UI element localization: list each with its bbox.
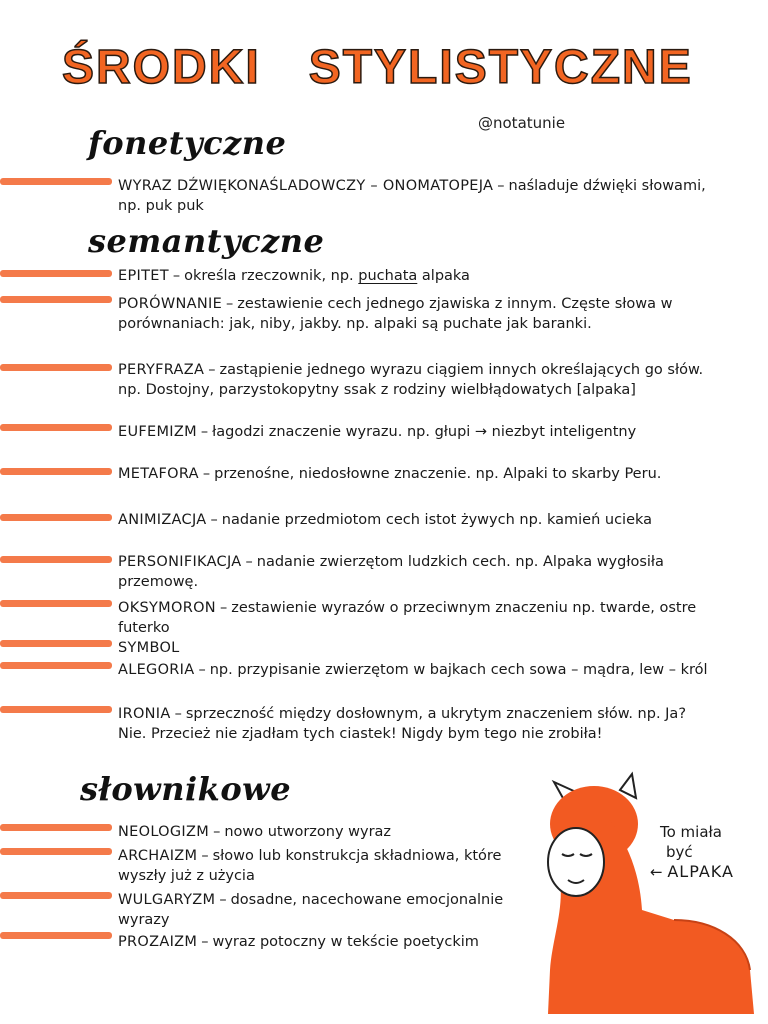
entry-text: określa rzeczownik, np. [184,268,354,284]
section-heading-fonetyczne: fonetyczne [88,124,287,162]
entry-term: IRONIA [118,706,171,722]
entry-term: EUFEMIZM [118,424,197,440]
entry-term: PORÓWNANIE [118,296,223,312]
entry-text: przenośne, niedosłowne znaczenie. np. Alpaki to skarby Peru. [214,466,662,482]
highlight-bar [0,824,112,831]
author-handle: @notatunie [478,114,566,132]
entry-text: nadanie zwierzętom ludzkich cech. np. Alpaka wygłosiła przemowę. [118,554,664,590]
highlight-bar [0,848,112,855]
title-word-1: ŚRODKI [62,41,261,94]
alpaca-note [650,822,760,882]
highlight-bar [0,468,112,475]
entry-text: wyraz potoczny w tekście poetyckim [212,934,479,950]
entry-term: WYRAZ DŹWIĘKONAŚLADOWCZY – ONOMATOPEJA [118,178,494,194]
entry-ironia: IRONIA – sprzeczność między dosłownym, a ukrytym znaczeniem słów. np. Ja? Nie. Przecież nie zjadłam tych ciastek! Nigdy bym tego nie zrobiła! [118,706,687,742]
entry-onomatopeja: WYRAZ DŹWIĘKONAŚLADOWCZY – ONOMATOPEJA – naśladuje dźwięki słowami, np. puk puk [118,178,706,214]
entry-text: naśladuje dźwięki słowami, np. puk puk [118,178,706,214]
entry-term: ALEGORIA [118,662,195,678]
entry-term: ARCHAIZM [118,848,198,864]
highlight-bar [0,270,112,277]
entry-term: PERYFRAZA [118,362,205,378]
highlight-bar [0,364,112,371]
highlight-bar [0,706,112,713]
entry-symbol [118,638,714,658]
page-title [62,40,702,95]
highlight-bar [0,662,112,669]
entry-text: nadanie przedmiotom cech istot żywych np. kamień ucieka [221,512,653,528]
entry-term: NEOLOGIZM [118,824,210,840]
entry-term: METAFORA [118,466,199,482]
entry-personifikacja: PERSONIFIKACJA – nadanie zwierzętom ludzkich cech. np. Alpaka wygłosiła przemowę. [118,554,664,590]
entry-text: dosadne, nacechowane emocjonalnie wyrazy [118,892,504,928]
entry-term: EPITET [118,268,169,284]
highlight-bar [0,296,112,303]
note-line-3: ALPAKA [667,862,734,881]
entry-text-after: alpaka [421,268,470,284]
alpaca-drawing [524,770,760,1014]
entry-text: np. przypisanie zwierzętom w bajkach cech sowa – mądra, lew – król [209,662,708,678]
entry-text: słowo lub konstrukcja składniowa, które wyszły już z użycia [118,848,502,884]
entry-porownanie: PORÓWNANIE – zestawienie cech jednego zjawiska z innym. Częste słowa w porównaniach: jak, niby, jakby. np. alpaki są puchate jak baranki. [118,296,673,332]
entry-text: łagodzi znaczenie wyrazu. np. głupi → niezbyt inteligentny [212,424,637,440]
entry-archaizm: ARCHAIZM – słowo lub konstrukcja składniowa, które wyszły już z użycia [118,848,502,884]
highlight-bar [0,424,112,431]
highlight-bar [0,600,112,607]
entry-animizacja: ANIMIZACJA – nadanie przedmiotom cech istot żywych np. kamień ucieka [118,512,653,528]
note-line-2: być [666,843,693,861]
entry-term: PROZAIZM [118,934,198,950]
highlight-bar [0,514,112,521]
arrow-left-icon: ← [650,863,663,881]
entry-term: PERSONIFIKACJA [118,554,242,570]
entry-prozaizm: PROZAIZM – wyraz potoczny w tekście poetyckim [118,934,479,950]
entry-text: zestawienie wyrazów o przeciwnym znaczeniu np. twarde, ostre futerko [118,600,697,636]
entry-term: ANIMIZACJA [118,512,207,528]
entry-eufemizm: EUFEMIZM – łagodzi znaczenie wyrazu. np. głupi → niezbyt inteligentny [118,424,637,440]
entry-metafora: METAFORA – przenośne, niedosłowne znaczenie. np. Alpaki to skarby Peru. [118,466,662,482]
title-word-2: STYLISTYCZNE [308,41,693,94]
highlight-bar [0,556,112,563]
highlight-bar [0,932,112,939]
entry-text: nowo utworzony wyraz [224,824,392,840]
highlight-bar [0,892,112,899]
entry-text: zestawienie cech jednego zjawiska z innym. Częste słowa w porównaniach: jak, niby, jakby. np. alpaki są puchate jak baranki. [118,296,673,332]
entry-oksymoron: OKSYMORON – zestawienie wyrazów o przeciwnym znaczeniu np. twarde, ostre futerko [118,600,697,636]
entry-term: OKSYMORON [118,600,216,616]
entry-epitet: EPITET – określa rzeczownik, np. puchata alpaka [118,268,470,284]
entry-wulgaryzm: WULGARYZM – dosadne, nacechowane emocjonalnie wyrazy [118,892,504,928]
entry-alegoria: ALEGORIA – np. przypisanie zwierzętom w bajkach cech sowa – mądra, lew – król [118,662,708,678]
highlight-bar [0,640,112,647]
entry-neologizm: NEOLOGIZM – nowo utworzony wyraz [118,824,392,840]
section-heading-semantyczne: semantyczne [88,222,325,260]
entry-term: SYMBOL [118,640,180,656]
entry-underlined-word: puchata [358,268,418,284]
note-line-3-wrap [650,862,760,882]
entry-peryfraza: PERYFRAZA – zastąpienie jednego wyrazu ciągiem innych określających go słów. np. Dostojny, parzystokopytny ssak z rodziny wielbłądowatych [alpaka] [118,362,704,398]
highlight-bar [0,178,112,185]
note-line-1: To miała [660,823,722,841]
section-heading-slownikowe: słownikowe [80,770,292,808]
entry-text: sprzeczność między dosłownym, a ukrytym znaczeniem słów. np. Ja? Nie. Przecież nie zjadłam tych ciastek! Nigdy bym tego nie zrobiła! [118,706,687,742]
entry-text: zastąpienie jednego wyrazu ciągiem innych określających go słów. np. Dostojny, parzystokopytny ssak z rodziny wielbłądowatych [alpaka] [118,362,704,398]
entry-term: WULGARYZM [118,892,216,908]
